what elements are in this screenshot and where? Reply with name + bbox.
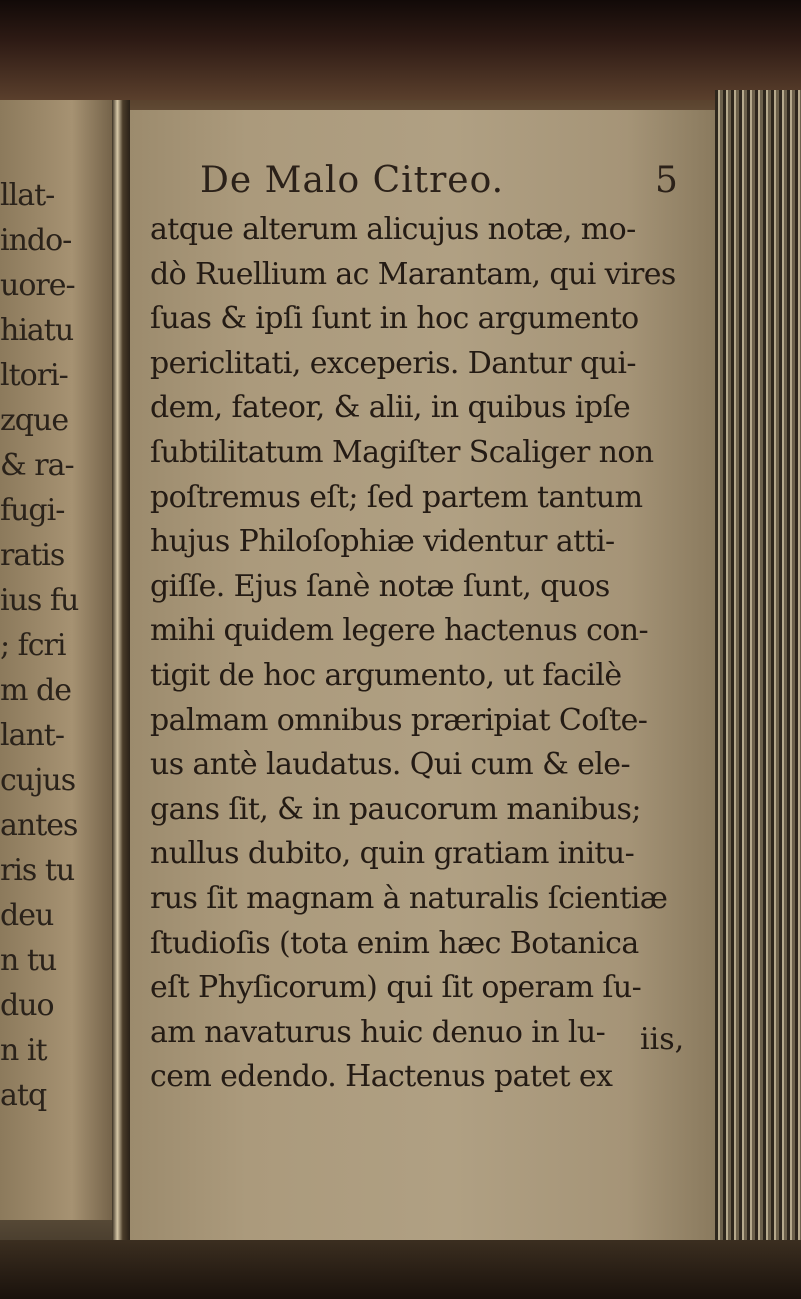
left-fragment: deu [0, 898, 54, 933]
left-fragment: n tu [0, 943, 57, 978]
left-fragment: antes [0, 808, 78, 843]
left-fragment: ris tu [0, 853, 75, 888]
left-fragment: m de [0, 673, 71, 708]
text-line: periclitati, exceperis. Dantur qui- [150, 345, 636, 381]
text-line: giſſe. Ejus ſanè notæ ſunt, quos [150, 568, 610, 604]
dark-top-margin [0, 0, 801, 100]
left-fragment: cujus [0, 763, 76, 798]
page-number: 5 [655, 160, 678, 201]
text-line: mihi quidem legere hactenus con- [150, 613, 649, 649]
left-fragment: n it [0, 1033, 47, 1068]
text-line: nullus dubito, quin gratiam initu- [150, 836, 635, 872]
left-fragment: llat- [0, 178, 55, 213]
left-fragment: fugi- [0, 493, 65, 528]
text-line: cem edendo. Hactenus patet ex [150, 1059, 613, 1095]
left-fragment: ratis [0, 538, 65, 573]
text-line: am navaturus huic denuo in lu- [150, 1014, 606, 1050]
text-line: palmam omnibus præripiat Coſte- [150, 702, 648, 738]
book-gutter [112, 100, 130, 1240]
text-line: dem, fateor, & alii, in quibus ipſe [150, 390, 631, 426]
left-fragment: lant- [0, 718, 64, 753]
running-head: De Malo Citreo. [200, 160, 505, 201]
left-fragment: indo- [0, 223, 72, 258]
text-line: eſt Phyſicorum) qui ſit operam ſu- [150, 970, 642, 1006]
text-line: atque alterum alicujus notæ, mo- [150, 212, 636, 247]
catchword: iis, [640, 1022, 685, 1057]
left-fragment: & ra- [0, 448, 74, 483]
text-line: ſubtilitatum Magiſter Scaliger non [150, 434, 654, 470]
left-fragment: ius fu [0, 583, 79, 618]
left-fragment: duo [0, 988, 54, 1023]
left-fragment: ; fcri [0, 628, 66, 663]
text-line: ſtudioſis (tota enim hæc Botanica [150, 925, 639, 961]
left-fragment: atq [0, 1078, 47, 1113]
left-fragment: uore- [0, 268, 75, 303]
text-line: tigit de hoc argumento, ut facilè [150, 657, 622, 693]
text-line: ſuas & ipſi ſunt in hoc argumento [150, 301, 639, 337]
page-edges [715, 90, 801, 1250]
left-fragment: hiatu [0, 313, 74, 348]
text-line: poſtremus eſt; ſed partem tantum [150, 479, 643, 515]
text-line: dò Ruellium ac Marantam, qui vires [150, 256, 676, 292]
left-facing-page [0, 100, 120, 1220]
dark-bottom-margin [0, 1240, 801, 1299]
left-fragment: zque [0, 403, 69, 438]
body-text [150, 208, 710, 1100]
text-line: hujus Philoſophiæ videntur atti- [150, 524, 615, 560]
left-fragment: ltori- [0, 358, 68, 393]
text-line: us antè laudatus. Qui cum & ele- [150, 747, 630, 783]
text-line: rus ſit magnam à naturalis ſcientiæ [150, 880, 668, 916]
text-line: gans ſit, & in paucorum manibus; [150, 791, 641, 827]
